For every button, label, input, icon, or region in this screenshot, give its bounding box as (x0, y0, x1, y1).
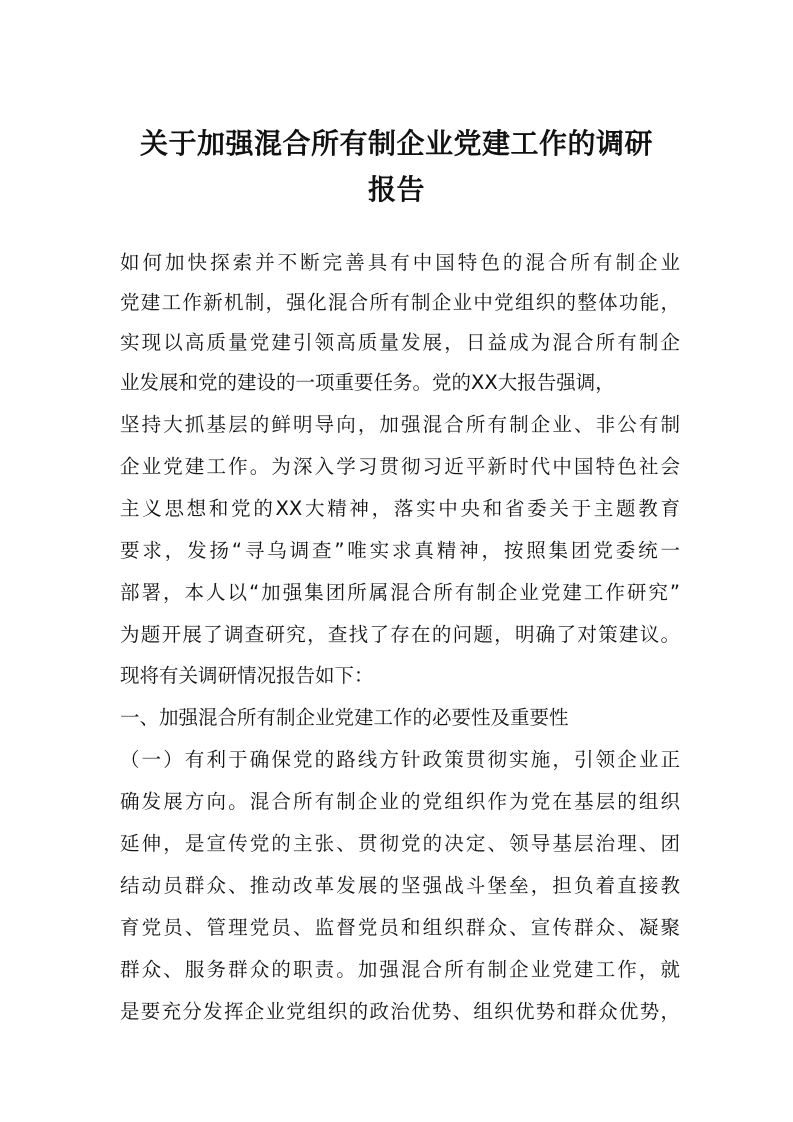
paragraph-line: 育党员、管理党员、监督党员和组织群众、宣传群众、凝聚 (120, 916, 680, 939)
paragraph-line: 主义思想和党的XX大精神，落实中央和省委关于主题教育 (120, 497, 680, 520)
paragraph-line: 群众、服务群众的职责。加强混合所有制企业党建工作，就 (120, 958, 680, 981)
paragraph-line: 确发展方向。混合所有制企业的党组织作为党在基层的组织 (120, 790, 680, 813)
paragraph-line: 是要充分发挥企业党组织的政治优势、组织优势和群众优势， (120, 1000, 680, 1023)
document-title-line-2: 报告 (367, 173, 425, 206)
paragraph-line: 实现以高质量党建引领高质量发展，日益成为混合所有制企 (120, 331, 680, 354)
paragraph-line: 坚持大抓基层的鲜明导向，加强混合所有制企业、非公有制 (120, 413, 680, 436)
paragraph-line: 企业党建工作。为深入学习贯彻习近平新时代中国特色社会 (120, 455, 680, 478)
paragraph-line: （一）有利于确保党的路线方针政策贯彻实施，引领企业正 (120, 748, 680, 771)
paragraph-line: 部署，本人以“加强集团所属混合所有制企业党建工作研究” (120, 581, 680, 604)
paragraph-line: 要求，发扬“寻乌调查”唯实求真精神，按照集团党委统一 (120, 539, 680, 562)
paragraph-line: 为题开展了调查研究，查找了存在的问题，明确了对策建议。 (120, 623, 680, 646)
paragraph-line: 结动员群众、推动改革发展的坚强战斗堡垒，担负着直接教 (120, 874, 680, 897)
paragraph-line: 现将有关调研情况报告如下： (120, 664, 374, 687)
paragraph-line: 延伸，是宣传党的主张、贯彻党的决定、领导基层治理、团 (120, 832, 680, 855)
paragraph-line: 如何加快探索并不断完善具有中国特色的混合所有制企业 (120, 251, 680, 274)
section-heading: 一、加强混合所有制企业党建工作的必要性及重要性 (120, 706, 569, 729)
paragraph-line: 业发展和党的建设的一项重要任务。党的XX大报告强调， (120, 371, 615, 394)
document-title-line-1: 关于加强混合所有制企业党建工作的调研 (139, 127, 653, 160)
paragraph-line: 党建工作新机制，强化混合所有制企业中党组织的整体功能， (120, 291, 680, 314)
